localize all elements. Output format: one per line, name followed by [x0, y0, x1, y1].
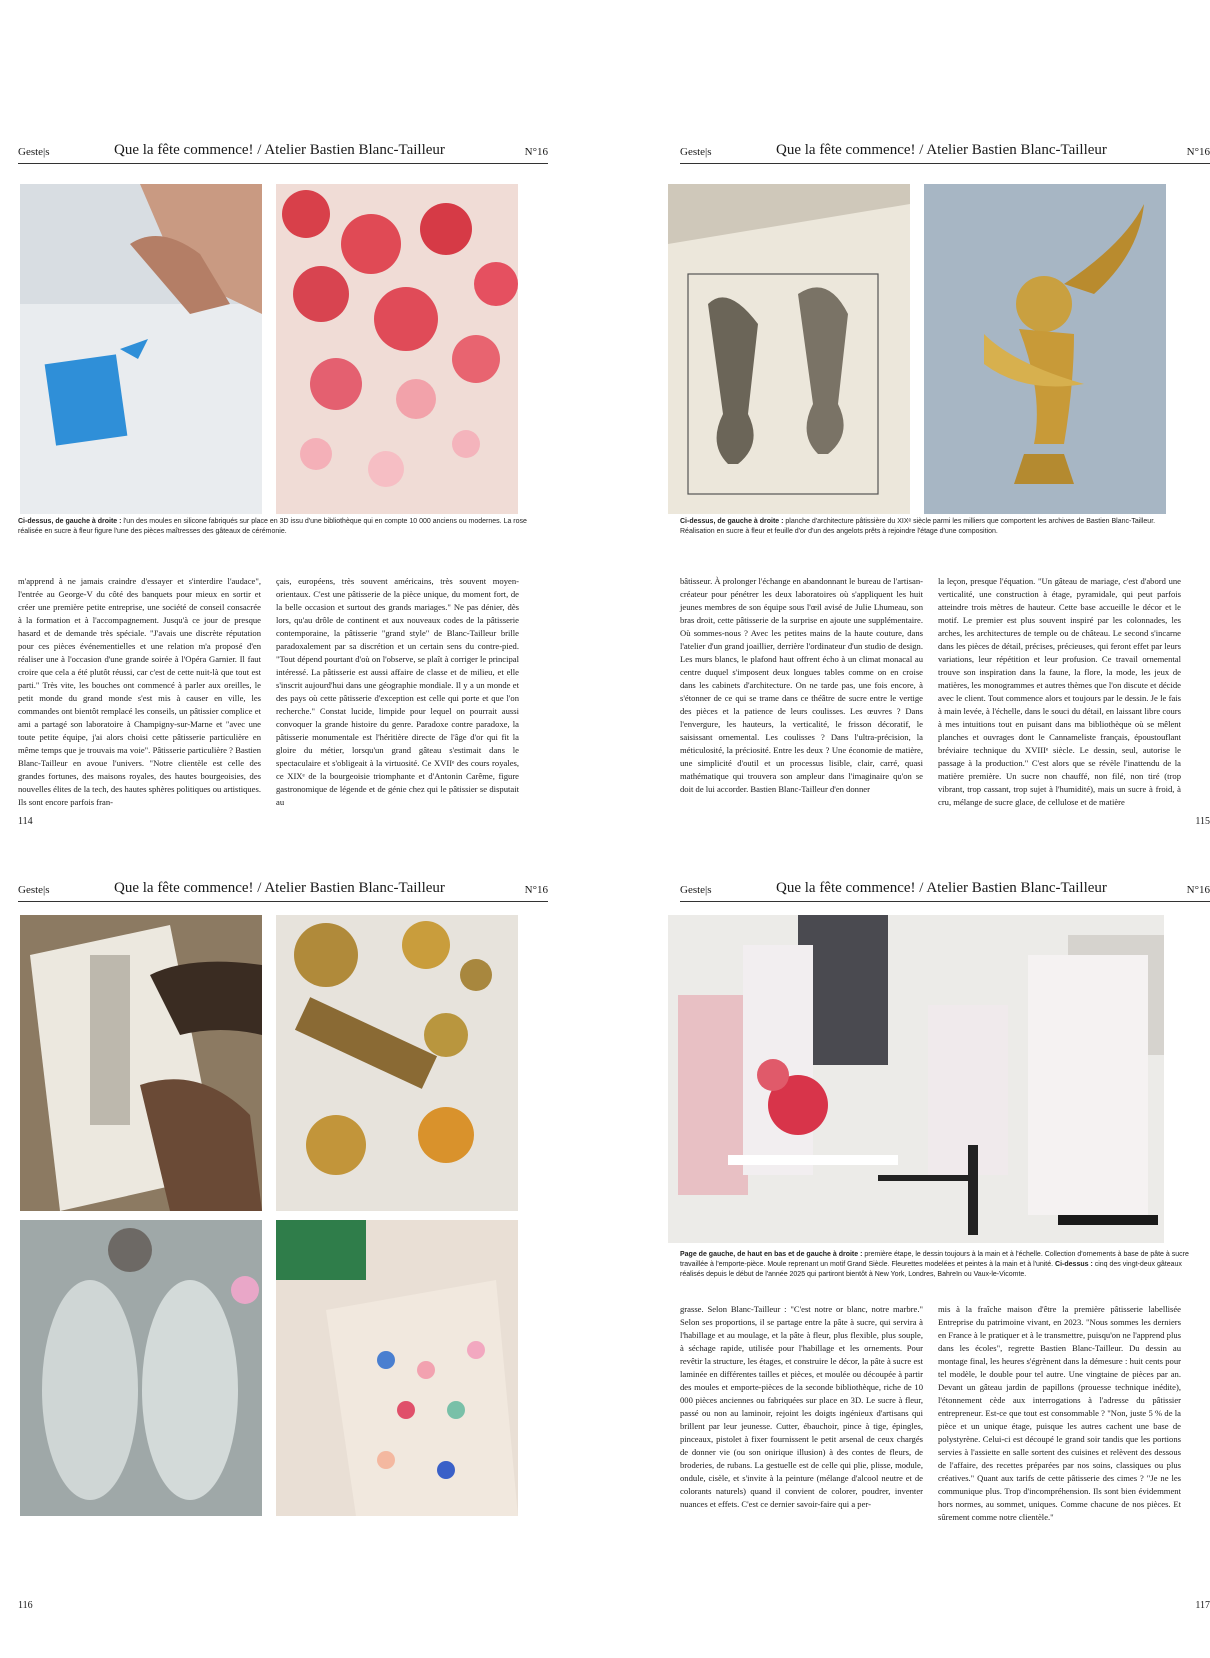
photo-caption [680, 1250, 1190, 1280]
text-column-right: la leçon, presque l'équation. "Un gâteau de mariage, c'est d'abord une verticalité, une construction à étage, pyramidale, qui peut parfois atteindre trois mètres de hauteur. Cette base accueille le décor et le motif. Le premier est plus souvent inspiré par les colonnades, les arches, les architectures de temple ou de château. Le second s'incarne dans les pièces de détail, précises, précieuses, qui feront effet par leurs variations, leur répétition et leur profusion. Ce travail ornemental trouve son inspiration dans la faune, la flore, la mode, les jeux de matières, les monogrammes et autres thèmes que l'on discute et décide avec le client. Tout commence alors et toujours par le dessin. Je le fais à main levée, à l'échelle, dans le souci du détail, en laissant libre cours à mes intuitions tout en puisant dans ma bibliothèque où se mêlent planches et ouvrages dont le Cannameliste français, époustouflant bréviaire technique du XVIIIᵉ siècle. Le dessin, seul, autorise le passage à la production." C'est alors que se révèle l'inattendu de la matière première. Un sucre non chauffé, non filé, non tiré (trop vibrant, trop cassant, trop sujet à l'humidité), mais un sucre à froid, à cru, mélange de sucre glace, de cellulose et de matière [938, 576, 1181, 807]
running-header [18, 142, 548, 164]
issue-number: N°16 [524, 884, 548, 896]
page-number: 116 [18, 1600, 33, 1611]
page-117 [680, 780, 1210, 1611]
caption-text: planche d'architecture pâtissière du XIXᵉ siècle parmi les milliers que comportent les archives de Bastien Blanc-Tailleur. Réalisation en sucre à fleur et feuille d'or d'un des angelots prêts à rejoindre l'étage d'une composition. [680, 518, 1156, 535]
section-label: Geste|s [680, 884, 712, 896]
painted-florets-photo [276, 1220, 518, 1516]
article-title: Que la fête commence! / Atelier Bastien Blanc-Tailleur [776, 880, 1107, 896]
grand-siecle-mold-photo [20, 1220, 262, 1516]
page-115 [680, 0, 1210, 827]
text-column-left: bâtisseur. À prolonger l'échange en abandonnant le bureau de l'artisan-créateur pour pénétrer les deux laboratoires où s'appliquent les huit jeunes membres de son équipe sous l'œil avisé de Julie Lhumeau, son bras droit, cette pâtisserie de la surprise en ajoute une supplémentaire. Où sommes-nous ? Avec les petites mains de la haute couture, dans l'atelier d'un grand joaillier, derrière l'ordinateur d'un studio de design. Les murs blancs, le plafond haut offrent écho à un climat monacal au centre duquel s'imposent deux longues tables comme on en croise dans les cabinets d'architecture. On ne tarde pas, une fois encore, à s'étonner de ce qui se trame dans ce théâtre de sucre entre le vertige des pièces et la patience de leurs coulisses. Les œuvres ? Dans l'envergure, les hauteurs, la verticalité, le frisson décoratif, le saisissant ornemental. Les coulisses ? Dans l'ultra-précision, la méticulosité, la préciosité. Entre les deux ? Une économie de matière, une simplicité d'outil et un processus lisible, clair, carré, quasi mathématique qui trouvera son ampleur dans l'imaginaire qu'on se doit de lui accorder. Bastien Blanc-Tailleur d'en donner [680, 576, 923, 794]
section-label: Geste|s [18, 884, 50, 896]
caption-text-above: cinq des vingt-deux gâteaux réalisés depuis le début de l'année 2025 qui partiront bientôt à New York, Londres, Bahreïn ou Vaux-le-Vicomte. [680, 1261, 1182, 1278]
page-number: 114 [18, 816, 33, 827]
section-label: Geste|s [18, 146, 50, 158]
caption-lead-above: Ci-dessus : [1055, 1261, 1093, 1268]
page-114 [18, 0, 548, 827]
caption-lead-left-page: Page de gauche, de haut en bas et de gauche à droite : [680, 1251, 863, 1258]
running-header [680, 880, 1210, 902]
issue-number: N°16 [1186, 146, 1210, 158]
text-column-left: m'apprend à ne jamais craindre d'essayer et s'interdire l'audace", l'entrée au George-V du côté des banquets pour mieux en sortir et créer une première petite entreprise, une société de conseil consacrée à la formation et à l'accompagnement. Jusqu'à ce jour de presque hasard et de demande très spéciale. "J'avais une discrète réputation pour ces pièces événementielles et une relation m'a proposé d'en réaliser une à l'occasion d'une grande soirée à l'Opéra Garnier. Il faut croire que cela a été plutôt réussi, car c'est de cette nuit-là que tout est parti." Très vite, les bouches ont commencé à parler aux oreilles, le petit monde du grand monde s'est mis à causer en ville, les commandes ont bientôt remplacé les conseils, un pâtissier complice et ami a partagé son laboratoire à Champigny-sur-Marne et "avec une toute petite équipe, j'ai alors choisi cette pâtisserie particulière en même temps que je trouvais ma voie". Pâtisserie particulière ? Bastien Blanc-Tailleur en avoue l'univers. "Notre clientèle est celle des grandes fortunes, des maisons royales, des hautes bourgeoisies, des nouvelles élites de la tech, des hautes sphères politiques ou artistiques. Ils sont encore parfois fran- [18, 576, 261, 807]
architecture-plate-photo [668, 184, 910, 514]
page-116 [18, 780, 548, 1611]
caption-lead: Ci-dessus, de gauche à droite : [680, 518, 784, 525]
issue-number: N°16 [524, 146, 548, 158]
caption-text: l'un des moules en silicone fabriqués sur place en 3D issu d'une bibliothèque qui en compte 10 000 anciens ou modernes. La rose réalisée en sucre à fleur figure l'une des pièces maîtresses des gâteaux de cérémonie. [18, 518, 527, 535]
drawing-hand-photo [20, 915, 262, 1211]
text-column-right: çais, européens, très souvent américains, très souvent moyen-orientaux. C'est une pâtisserie de la pièce unique, du moment fort, de la belle occasion et surtout des grands mariages." Ne pas dénier, dès lors, qu'au drôle de continent et aux nouveaux codes de la pâtisserie contemporaine, la pâtisserie "grand style" de Blanc-Tailleur brille paradoxalement par sa discrétion et un certain sens du contre-pied. "Tout dépend pourtant d'où on l'observe, se plaît à corriger le principal intéressé. La pâtisserie est aussi affaire de classe et de milieu, et elle s'inscrit aujourd'hui dans une géographie mondiale. Il y a un monde et des pays où cette pâtisserie d'exception est celle qui porte et que l'on recherche." Constat lucide, limpide pour lequel on pourrait aussi convoquer la grande histoire du genre. Paradoxe contre paradoxe, la pâtisserie monumentale est l'héritière directe de l'âge d'or qui fit la gloire du métier, lorsqu'un grand gâteau s'estimait dans le spectaculaire et s'obligeait à la virtuosité. Ce XVIIᵉ des cours royales, ce XIXᵉ de la bourgeoisie triomphante et d'Antonin Carême, figure gastronomique de légende et de génie chez qui le pâtissier se disputait au [276, 576, 519, 807]
article-title: Que la fête commence! / Atelier Bastien Blanc-Tailleur [114, 880, 445, 896]
page-number: 117 [1195, 1600, 1210, 1611]
article-title: Que la fête commence! / Atelier Bastien Blanc-Tailleur [114, 142, 445, 158]
text-column-right: mis à la fraîche maison d'être la première pâtisserie labellisée Entreprise du patrimoine vivant, en 2023. "Nous sommes les derniers en France à le pratiquer et à le transmettre, puisqu'on ne l'apprend plus dans les écoles", regrette Bastien Blanc-Tailleur. Du dessin au montage final, les heures s'égrènent dans la démesure : huit cents pour tel modèle, le double pour tel autre. Une vingtaine de pièces par an. Devant un gâteau jardin de papillons (prouesse technique inédite), l'étonnement cède aux interrogations à l'adresse du pâtissier entrepreneur. Est-ce que tout est consommable ? "Non, juste 5 % de la pièce et un unique étage, puisque les autres cachent une base de polystyrène. Celui-ci est découpé le grand soir tandis que les portions servies à l'assiette en salle sortent des cuisines et relèvent des dessous de l'affaire, des recettes préparées par nos soins, classiques ou plus créatives." Quant aux tarifs de cette pâtisserie des cimes ? "Je ne les communique plus. Trop d'incompréhension. Ils sont bien évidemment hors normes, au sommet, uniques. Comme chacune de nos pièces. Et sûrement comme notre clientèle." [938, 1304, 1181, 1522]
gold-angel-photo [924, 184, 1166, 514]
silicone-mold-photo [20, 184, 262, 514]
wedding-cakes-photo [668, 915, 1164, 1243]
sugar-ornaments-photo [276, 915, 518, 1211]
text-column-left: grasse. Selon Blanc-Tailleur : "C'est notre or blanc, notre marbre." Selon ses proportions, il se partage entre la pâte à sucre, qui servira à l'habillage et au moulage, et la pâte à fleur, plus flexible, plus souple, à séchage rapide, utilisée pour l'habillage et les ornements. Pour revêtir la structure, les étages, et construire le décor, la pâte à sucre est laminée en différentes tailles et pièces, et moulée ou découpée à partir des moules et emporte-pièces de la seconde bibliothèque, riche de 10 000 pièces anciennes ou fabriquées sur place en 3D. Le sucre à fleur, passé ou non au laminoir, rejoint les doigts ingénieux d'artisans qui brillent par leur jeunesse. Cutter, ébauchoir, pince à tige, épingles, pinceaux, pistolet à fixer fournissent le petit arsenal de ceux chargés de donner vie (ou son onirique illusion) à des contes de fleurs, de broderies, de rubans. La gestuelle est de celle qui plie, plisse, module, ondule, cisèle, et s'invite à la peinture (mélange d'alcool neutre et de colorants naturels) quand il convient de colorer, poudrer, inventer nuances et effets. C'est ce dernier savoir-faire qui a per- [680, 1304, 923, 1509]
photo-caption [680, 517, 1190, 537]
issue-number: N°16 [1186, 884, 1210, 896]
page-number: 115 [1195, 816, 1210, 827]
sugar-roses-photo [276, 184, 518, 514]
caption-lead: Ci-dessus, de gauche à droite : [18, 518, 122, 525]
running-header [680, 142, 1210, 164]
caption-text-left-page: première étape, le dessin toujours à la main et à l'échelle. Collection d'ornements à base de pâte à sucre travaillée à l'emporte-pièce. Moule reprenant un motif Grand Siècle. Fleurettes modelées et peintes à la main et à l'unité. [680, 1251, 1189, 1268]
running-header [18, 880, 548, 902]
section-label: Geste|s [680, 146, 712, 158]
photo-caption [18, 517, 528, 537]
article-title: Que la fête commence! / Atelier Bastien Blanc-Tailleur [776, 142, 1107, 158]
